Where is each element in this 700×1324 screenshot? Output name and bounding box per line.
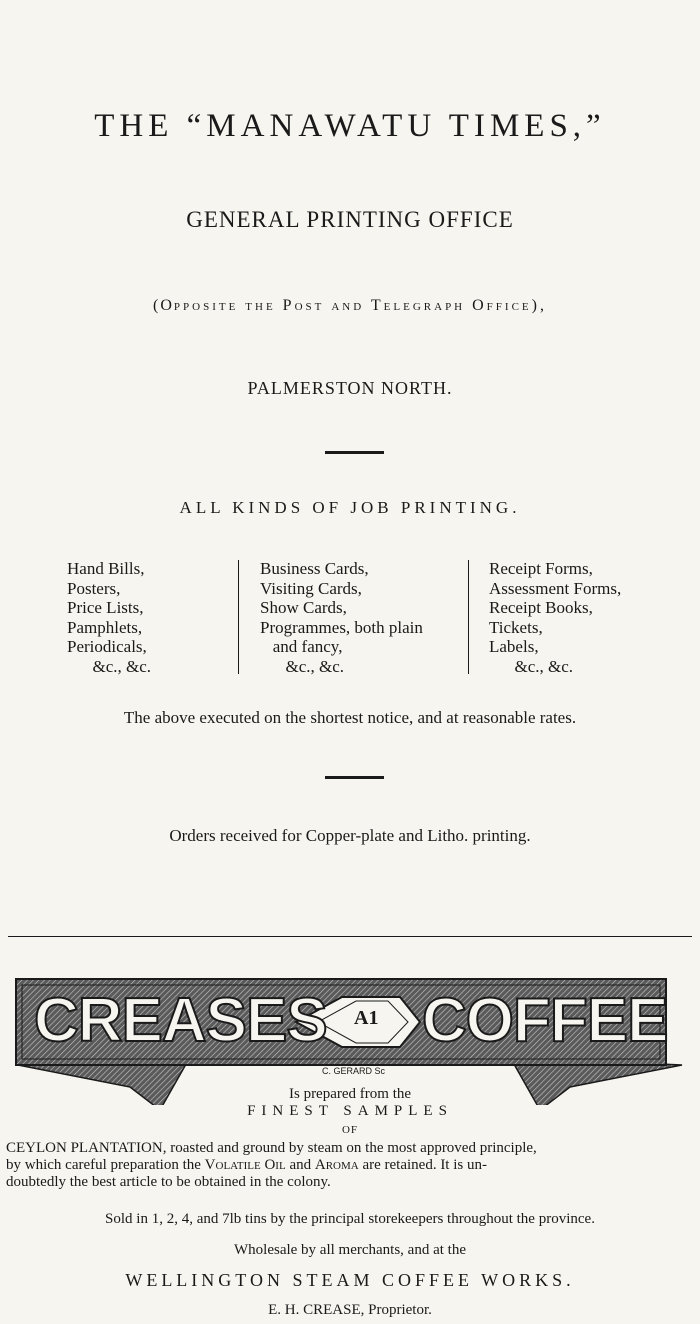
service-item: Visiting Cards, (260, 578, 362, 598)
aroma: Aroma (314, 1157, 359, 1173)
banner-badge: A1 (354, 1007, 379, 1029)
newspaper-title: THE “MANAWATU TIMES,” (94, 108, 606, 144)
service-item: &c., &c. (489, 656, 574, 676)
wholesale-line: Wholesale by all merchants, and at the (234, 1242, 466, 1258)
service-item: Posters, (67, 578, 121, 598)
coffee-description (6, 1140, 690, 1191)
service-item: &c., &c. (67, 656, 152, 676)
service-item: Show Cards, (260, 598, 347, 617)
engraver-signature: C. GERARD Sc (322, 1066, 386, 1076)
services-column (67, 559, 151, 676)
proprietor-line: E. H. CREASE, Proprietor. (268, 1302, 432, 1318)
town-name: PALMERSTON NORTH. (247, 378, 453, 398)
service-item: Periodicals, (67, 637, 147, 656)
service-item: Programmes, both plain (260, 617, 423, 637)
office-subtitle: GENERAL PRINTING OFFICE (186, 207, 514, 232)
of-word: OF (341, 1124, 359, 1136)
service-item: Assessment Forms, (489, 578, 622, 598)
finest-samples: FINEST SAMPLES (247, 1103, 453, 1119)
services-column (489, 559, 621, 676)
column-divider (238, 560, 239, 674)
description-line: by which careful preparation the Volatile Oil and Aroma are retained. It is un- (6, 1157, 487, 1173)
service-item: &c., &c. (260, 656, 345, 676)
short-rule (325, 451, 384, 454)
coffee-works-name: WELLINGTON STEAM COFFEE WORKS. (125, 1270, 575, 1290)
volatile-oil: Volatile Oil (204, 1157, 286, 1173)
services-column (260, 559, 423, 676)
service-item: Receipt Forms, (489, 559, 593, 578)
description-line: CEYLON PLANTATION, roasted and ground by steam on the most approved principle, (6, 1140, 537, 1156)
prepared-line: Is prepared from the (288, 1086, 412, 1102)
banner-right-word: COFFEE (422, 986, 668, 1055)
service-item: Business Cards, (260, 559, 369, 578)
service-item: Price Lists, (67, 598, 144, 617)
sold-line: Sold in 1, 2, 4, and 7lb tins by the principal storekeepers throughout the province. (105, 1211, 595, 1227)
service-item: Tickets, (489, 617, 543, 637)
orders-line: Orders received for Copper-plate and Litho. printing. (169, 826, 531, 845)
notice-line: The above executed on the shortest notice, and at reasonable rates. (123, 708, 577, 727)
service-item: Hand Bills, (67, 559, 145, 578)
office-address (0, 297, 700, 315)
service-item: and fancy, (260, 637, 343, 656)
address-text: pposite the Post and Telegraph Office), (173, 297, 547, 314)
address-open: (O (153, 297, 174, 314)
banner-left-word: CREASES (34, 986, 327, 1055)
column-divider (468, 560, 469, 674)
description-line: doubtedly the best article to be obtained in the colony. (6, 1174, 331, 1190)
service-item: Receipt Books, (489, 598, 593, 617)
short-rule (325, 776, 384, 779)
service-item: Labels, (489, 637, 539, 656)
job-printing-heading: ALL KINDS OF JOB PRINTING. (179, 498, 521, 517)
service-item: Pamphlets, (67, 617, 143, 637)
advertisement-divider (8, 936, 692, 937)
